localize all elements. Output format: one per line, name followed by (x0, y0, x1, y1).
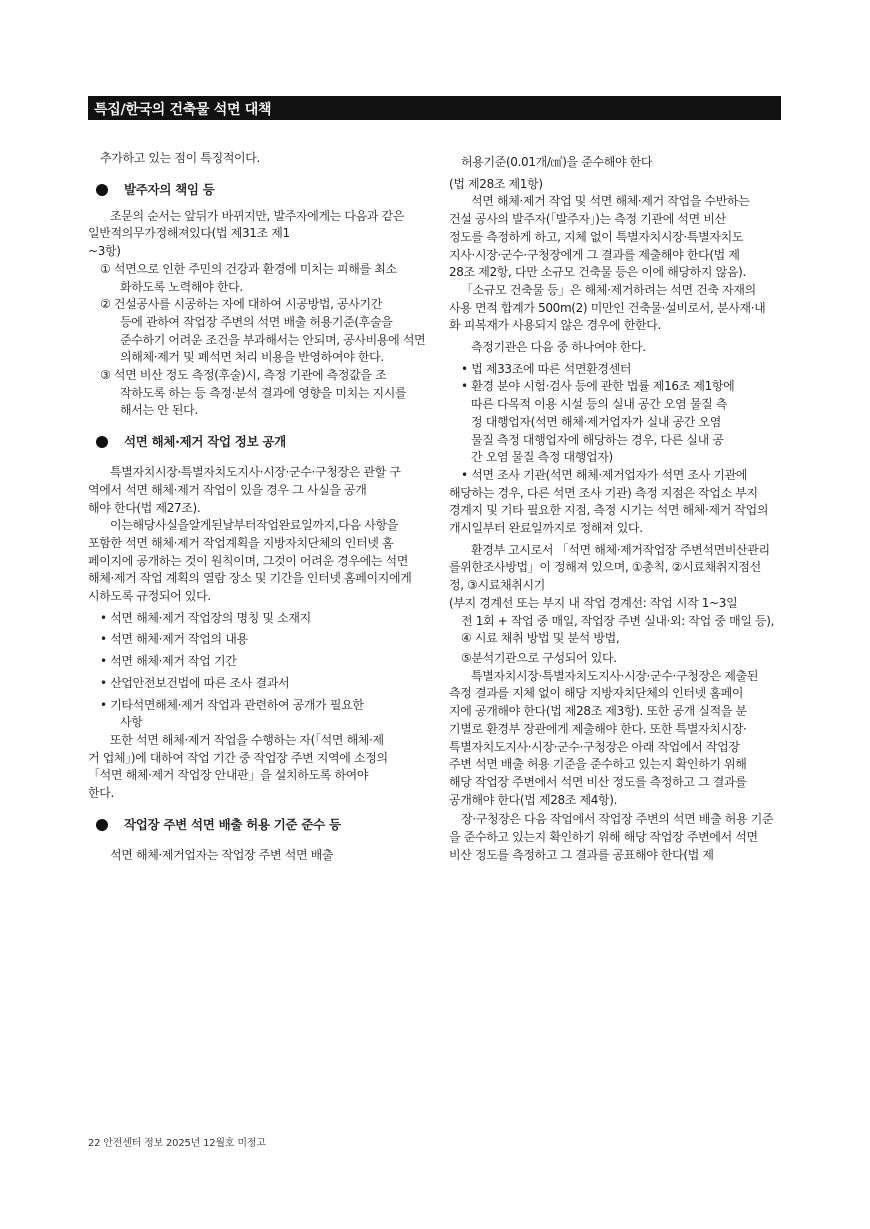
section-title: 작업장 주변 석면 배출 허용 기준 준수 등 (124, 816, 341, 832)
bullet-item-cont: 경계지 및 기타 필요한 지점, 측정 시기는 석면 해체·제거 작업의 (449, 503, 769, 518)
paragraph-line: 지에 공개해야 한다(법 제28조 제3항). 또한 공개 실적을 분 (449, 704, 747, 719)
paragraph-line: 비산 정도를 측정하고 그 결과를 공표해야 한다(법 제 (449, 847, 714, 862)
paragraph-line: 해당 작업장 주변에서 석면 비산 정도를 측정하고 그 결과를 (449, 774, 747, 789)
bullet-item: • 환경 분야 시험·검사 등에 관한 법률 제16조 제1항에 (461, 379, 735, 394)
paragraph-line: 을 준수하고 있는지 확인하기 위해 해당 작업장 주변에서 석면 (449, 830, 758, 845)
bullet-item-cont: 사항 (120, 715, 143, 730)
right-column (449, 150, 794, 864)
paragraph-line: 주변 석면 배출 허용 기준을 준수하고 있는지 확인하기 위해 (449, 757, 747, 772)
paragraph-line: 해체·제거 작업 계획의 열람 장소 및 기간을 인터넷 홈페이지에게 (88, 571, 412, 586)
bullet-item: • 기타석면해체·제거 작업과 관련하여 공개가 필요한 (100, 697, 364, 712)
paragraph-line: 일반적의무가정해져있다(법 제31조 제1 (88, 226, 290, 241)
paragraph-line: 를위한조사방법」이 정해져 있으며, ①총칙, ②시료채취지점선 (449, 560, 761, 575)
list-item-1-cont: 화하도록 노력해야 한다. (120, 279, 243, 294)
bullet-item-cont: 물질 측정 대행업자에 해당하는 경우, 다른 실내 공 (471, 432, 724, 447)
paragraph-line: ④ 시료 채취 방법 및 분석 방법, (461, 631, 620, 646)
paragraph-line: 측정기관은 다음 중 하나여야 한다. (471, 340, 646, 355)
paragraph-line: 역에서 석면 해체·제거 작업이 있을 경우 그 사실을 공개 (88, 482, 367, 497)
paragraph-line: 페이지에 공개하는 것이 원칙이며, 그것이 어려운 경우에는 석면 (88, 553, 409, 568)
paragraph-line: 28조 제2항, 다만 소규모 건축물 등은 이에 해당하지 않음). (449, 265, 746, 280)
paragraph-line: 한다. (88, 786, 114, 801)
paragraph-line: 정도를 측정하게 하고, 지체 없이 특별자치시장·특별자치도 (449, 229, 744, 244)
bullet-item-cont: 따른 다목적 이용 시설 등의 실내 공간 오염 물질 측 (471, 397, 728, 412)
bullet-item: • 석면 조사 기관(석면 해체·제거업자가 석면 조사 기관에 (461, 467, 748, 482)
paragraph-line: 「소규모 건축물 등」은 해체·제거하려는 석면 건축 자재의 (461, 282, 756, 297)
paragraph-line: 이는해당사실을알게된날부터작업완료일까지,다음 사항을 (110, 518, 398, 533)
section-title: 석면 해체·제거 작업 정보 공개 (124, 434, 286, 450)
paragraph-line: 기별로 환경부 장관에게 제출해야 한다. 또한 특별자치시장· (449, 721, 747, 736)
bullet-item: • 석면 해체·제거 작업의 내용 (100, 632, 248, 647)
paragraph-line: 거 업체」)에 대하여 작업 기간 중 작업장 주변 지역에 소정의 (88, 750, 388, 765)
paragraph-line: 허용기준(0.01개/㎤)을 준수해야 한다 (461, 155, 653, 169)
paragraph-line: 또한 석면 해체·제거 작업을 수행하는 자(「석면 해체·제 (110, 732, 384, 747)
paragraph-line: 특별자치도지사·시장·군수·구청장은 아래 작업에서 작업장 (449, 739, 740, 754)
bullet-item-cont: 간 오염 물질 측정 대행업자) (471, 450, 613, 465)
paragraph-line: 해야 한다(법 제27조). (88, 500, 201, 515)
list-item-2-cont: 준수하기 어려운 조건을 부과해서는 안되며, 공사비용에 석면 (120, 332, 426, 347)
paragraph-line: 환경부 고시로서 「석면 해체·제거작업장 주변석면비산관리 (471, 542, 770, 557)
paragraph-line: 「석면 해체·제거 작업장 안내판」을 설치하도록 하여야 (88, 768, 369, 783)
section-title: 발주자의 책임 등 (124, 181, 215, 197)
section-header-bar (88, 96, 781, 120)
paragraph-line: 지사·시장·군수·구청장에게 그 결과를 제출해야 한다(법 제 (449, 247, 740, 262)
bullet-item: • 법 제33조에 따른 석면환경센터 (461, 361, 632, 376)
paragraph-line: 시하도록 규정되어 있다. (88, 589, 211, 604)
paragraph-line: 석면 해체·제거업자는 작업장 주변 석면 배출 (110, 847, 334, 862)
paragraph-line: 석면 해체·제거 작업 및 석면 해체·제거 작업을 수반하는 (471, 194, 750, 209)
paragraph-line: 화 피복재가 사용되지 않은 경우에 한한다. (449, 318, 661, 333)
bullet-dot-icon (96, 184, 108, 196)
list-item-2: ② 건설공사를 시공하는 자에 대하여 시공방법, 공사기간 (100, 297, 382, 312)
list-item-2-cont: 의해체·제거 및 폐석면 처리 비용을 반영하여야 한다. (120, 350, 384, 365)
paragraph-line: ⑤분석기관으로 구성되어 있다. (461, 650, 617, 665)
paragraph-line: 포함한 석면 해체·제거 작업계획을 지방자치단체의 인터넷 홈 (88, 535, 394, 550)
paragraph-line: (법 제28조 제1항) (449, 176, 543, 191)
intro-text: 추가하고 있는 점이 특징적이다. (100, 151, 261, 165)
bullet-dot-icon (96, 436, 108, 448)
paragraph-line: 조문의 순서는 앞뒤가 바뀌지만, 발주자에게는 다음과 같은 (110, 208, 405, 223)
page-footer: 22 안전센터 정보 2025년 12월호 미정고 (88, 1138, 266, 1149)
left-column (88, 150, 433, 865)
bullet-item: • 석면 해체·제거 작업 기간 (100, 654, 237, 669)
bullet-dot-icon (96, 819, 108, 831)
section-heading-emission-standard (88, 813, 433, 837)
paragraph-line: 특별자치시장·특별자치도지사·시장·군수·구청장은 제출된 (471, 668, 759, 683)
list-item-2-cont: 등에 관하여 작업장 주변의 석면 배출 허용기준(후술을 (120, 314, 393, 329)
list-item-3: ③ 석면 비산 정도 측정(후술)시, 측정 기관에 측정값을 조 (100, 368, 387, 383)
paragraph-line: ~3항) (88, 244, 121, 259)
bullet-item-cont: 해당하는 경우, 다른 석면 조사 기관) 측정 지점은 작업소 부지 (449, 485, 758, 500)
paragraph-line: (부지 경계선 또는 부지 내 작업 경계선: 작업 시작 1~3일 (449, 595, 738, 610)
bullet-item-cont: 정 대행업자(석면 해체·제거업자가 실내 공간 오염 (471, 414, 721, 429)
paragraph-line: 건설 공사의 발주자(「발주자」)는 측정 기관에 석면 비산 (449, 212, 726, 227)
bullet-item: • 산업안전보건법에 따른 조사 결과서 (100, 675, 290, 690)
bullet-item: • 석면 해체·제거 작업장의 명칭 및 소재지 (100, 610, 311, 625)
list-item-3-cont: 해서는 안 된다. (120, 403, 198, 418)
paragraph-line: 전 1회 + 작업 중 매일, 작업장 주변 실내·외: 작업 중 매일 등), (461, 613, 775, 628)
paragraph-line: 특별자치시장·특별자치도지사·시장·군수·구청장은 관할 구 (110, 465, 401, 480)
paragraph-line: 장·구청장은 다음 작업에서 작업장 주변의 석면 배출 허용 기준 (461, 812, 774, 827)
bullet-item-cont: 개시일부터 완료일까지로 정해져 있다. (449, 521, 643, 536)
list-item-3-cont: 작하도록 하는 등 측정·분석 결과에 영향을 미치는 지시를 (120, 385, 407, 400)
paragraph-line: 정, ③시료채취시기 (449, 578, 546, 593)
paragraph-line: 공개해야 한다(법 제28조 제4항). (449, 792, 618, 807)
section-heading-info-disclosure (88, 430, 433, 454)
list-item-1: ① 석면으로 인한 주민의 건강과 환경에 미치는 피해를 최소 (100, 261, 397, 276)
paragraph-line: 사용 면적 합계가 500m(2) 미만인 건축물·설비로서, 분사재·내 (449, 300, 766, 315)
section-heading-owner-responsibility (88, 178, 433, 202)
paragraph-line: 측정 결과를 지체 없이 해당 지방자치단체의 인터넷 홈페이 (449, 686, 744, 701)
section-header-title: 특집/한국의 건축물 석면 대책 (94, 102, 272, 118)
